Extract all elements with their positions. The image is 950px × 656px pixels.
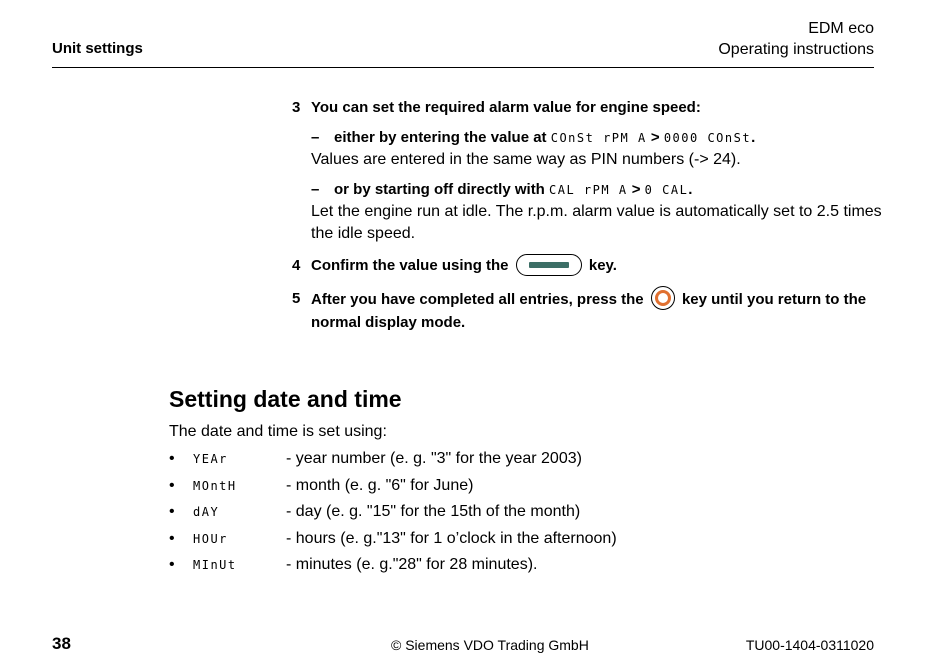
- item-description: - month (e. g. "6" for June): [286, 476, 474, 494]
- item-description: - year number (e. g. "3" for the year 2003): [286, 450, 582, 467]
- instruction-steps: [292, 97, 882, 334]
- step-text-before: After you have completed all entries, press the: [311, 291, 644, 308]
- option-end: .: [751, 129, 756, 146]
- step-text: You can set the required alarm value for engine speed:: [311, 99, 701, 116]
- option-separator: >: [631, 181, 641, 198]
- display-code: COnSt rPM A: [550, 131, 647, 145]
- item-description: - hours (e. g."13" for 1 o’clock in the afternoon): [286, 529, 617, 547]
- page-number: 38: [52, 634, 71, 653]
- step-4: [292, 255, 882, 277]
- step-number: 5: [292, 290, 301, 308]
- step-text-after: key.: [588, 257, 617, 274]
- display-code: HOUr: [193, 531, 228, 546]
- display-code: MInUt: [193, 558, 237, 572]
- menu-key-icon: [651, 286, 675, 310]
- section-intro: The date and time is set using:: [169, 423, 387, 440]
- header-divider: [52, 67, 874, 68]
- display-code: MOntH: [193, 478, 237, 493]
- option-body: Values are entered in the same way as PIN numbers (-> 24).: [311, 151, 741, 168]
- step-5: [292, 288, 882, 334]
- copyright: © Siemens VDO Trading GmbH: [391, 637, 589, 653]
- section-title: Setting date and time: [169, 386, 402, 412]
- display-code: CAL rPM A: [549, 183, 628, 197]
- option-lead: either by entering the value at: [334, 129, 547, 146]
- menu-key-ring: [655, 290, 671, 306]
- step-text-after: key until you return to the normal display mode.: [311, 291, 867, 332]
- bullet: •: [169, 450, 175, 467]
- step-3: [292, 97, 882, 119]
- step-number: 4: [292, 257, 301, 274]
- option-separator: >: [650, 129, 660, 146]
- option-start-directly: [292, 179, 882, 201]
- header-product: EDM eco: [808, 20, 874, 37]
- item-description: - minutes (e. g."28" for 28 minutes).: [286, 556, 538, 573]
- header-doc-type: Operating instructions: [718, 41, 874, 58]
- option-enter-value: [292, 127, 882, 149]
- header-section-title: Unit settings: [52, 40, 143, 57]
- option-lead: or by starting off directly with: [334, 181, 545, 198]
- display-code: 0000 COnSt: [663, 131, 752, 145]
- step-text-before: Confirm the value using the: [311, 257, 509, 274]
- display-code: YEAr: [193, 452, 228, 466]
- option-dash: –: [311, 181, 320, 198]
- confirm-key-icon: [516, 254, 582, 276]
- display-code: dAY: [193, 505, 220, 519]
- option-body: Let the engine run at idle. The r.p.m. alarm value is automatically set to 2.5 times the idle speed.: [311, 203, 882, 242]
- document-id: TU00-1404-0311020: [745, 637, 874, 653]
- header-product-info: [718, 18, 874, 60]
- step-number: 3: [292, 99, 301, 116]
- confirm-key-fill: [529, 262, 569, 268]
- bullet: •: [169, 476, 175, 494]
- item-description: - day (e. g. "15" for the 15th of the month): [286, 503, 581, 520]
- option-dash: –: [311, 129, 320, 146]
- bullet: •: [169, 529, 175, 547]
- display-code: 0 CAL: [644, 183, 689, 197]
- bullet: •: [169, 503, 175, 520]
- bullet: •: [169, 556, 175, 573]
- option-end: .: [688, 181, 693, 198]
